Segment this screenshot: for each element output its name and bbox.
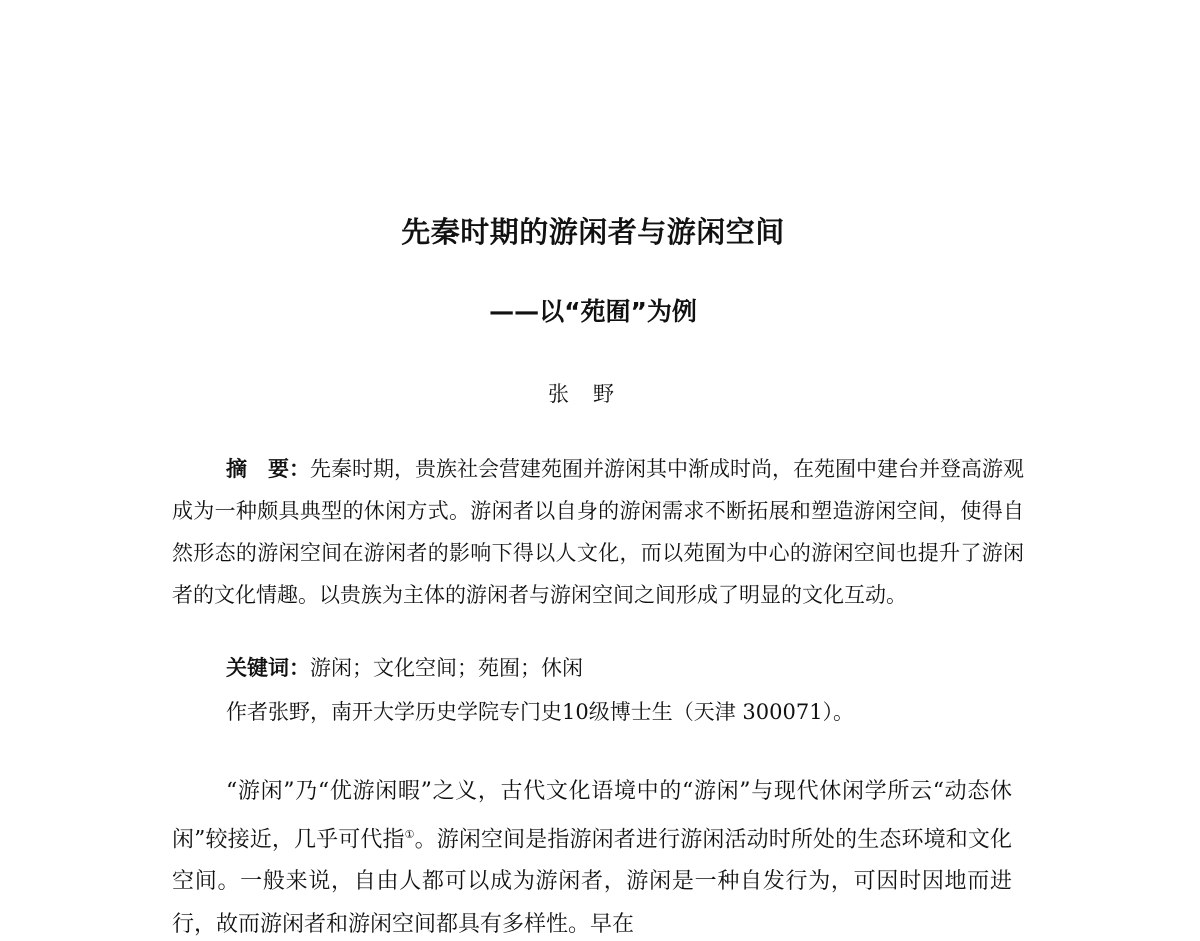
body-text-part2: 。游闲空间是指游闲者进行游闲活动时所处的生态环境和文化空间。一般来说，自由人都可以成为游闲者，游闲是一种自发行为，可因时因地而进行，故而游闲者和游闲空间都具有多样性。早在 (172, 826, 1012, 937)
body-text-part1: “游闲”乃“优游闲暇”之义，古代文化语境中的“游闲”与现代休闲学所云“动态休闲”较接近，几乎可代指 (172, 779, 1012, 852)
paper-title: 先秦时期的游闲者与游闲空间 (401, 215, 785, 249)
abstract-text: 先秦时期，贵族社会营建苑囿并游闲其中渐成时尚，在苑囿中建台并登高游观成为一种颇具典型的休闲方式。游闲者以自身的游闲需求不断拓展和塑造游闲空间，使得自然形态的游闲空间在游闲者的影响下得以人文化，而以苑囿为中心的游闲空间也提升了游闲者的文化情趣。以贵族为主体的游闲者与游闲空间之间形成了明显的文化互动。 (172, 457, 1024, 607)
footnote-marker[interactable]: ① (404, 827, 415, 841)
abstract-paragraph (172, 448, 1024, 616)
paper-subtitle: ——以“苑囿”为例 (489, 297, 697, 326)
keywords-label: 关键词： (226, 656, 310, 680)
author-name: 张野 (548, 382, 638, 406)
abstract-label: 摘 要： (226, 457, 310, 481)
keywords-line (226, 652, 583, 682)
body-paragraph (172, 771, 1012, 941)
keywords-text: 游闲；文化空间；苑囿；休闲 (310, 656, 583, 680)
author-affiliation: 作者张野，南开大学历史学院专门史10级博士生（天津 300071）。 (226, 700, 855, 724)
